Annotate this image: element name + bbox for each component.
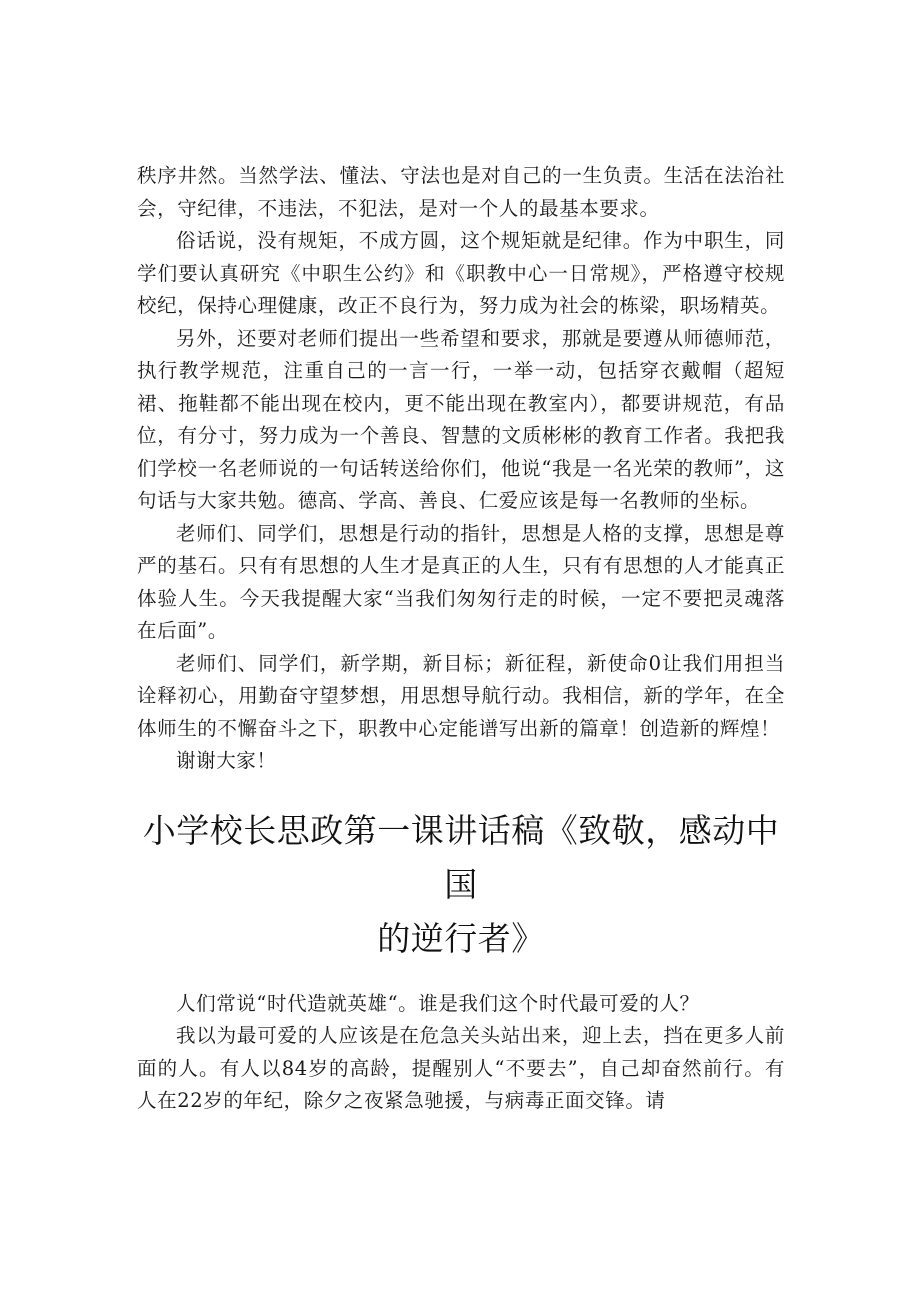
paragraph-heroes-question: 人们常说“时代造就英雄“。谁是我们这个时代最可爱的人？ xyxy=(176,991,700,1015)
paragraph-thought: 老师们、同学们，思想是行动的指针，思想是人格的支撑，思想是尊严的基石。只有有思想的人生才是真正的人生，只有有思想的人才能真正体验人生。今天我提醒大家“当我们匆匆行走的时候，一定不要把灵魂落在后面”。 xyxy=(137,521,785,642)
paragraph-teachers-requirements: 另外，还要对老师们提出一些希望和要求，那就是要遵从师德师范，执行教学规范，注重自己的一言一行，一举一动，包括穿衣戴帽（超短裙、拖鞋都不能出现在校内，更不能出现在教室内），都要讲规范，有品位，有分寸，努力成为一个善良、智慧的文质彬彬的教育工作者。我把我们学校一名老师说的一句话转送给你们，他说“我是一名光荣的教师”，这句话与大家共勉。德高、学高、善良、仁爱应该是每一名教师的坐标。 xyxy=(137,326,785,512)
paragraph-heroes-answer: 我以为最可爱的人应该是在危急关头站出来，迎上去，挡在更多人前面的人。有人以84岁的高龄，提醒别人“不要去”，自己却奋然前行。有人在22岁的年纪，除夕之夜紧急驰援，与病毒正面交锋。请 xyxy=(137,1024,785,1112)
section-heading xyxy=(137,804,785,966)
section-heading-line-1: 小学校长思政第一课讲话稿《致敬，感动中国 xyxy=(142,810,780,904)
section-heading-line-2: 的逆行者》 xyxy=(377,918,545,958)
paragraph-continuation: 秩序井然。当然学法、懂法、守法也是对自己的一生负责。生活在法治社会，守纪律，不违法，不犯法，是对一个人的最基本要求。 xyxy=(137,164,785,220)
paragraph-thanks: 谢谢大家！ xyxy=(176,749,277,772)
paragraph-new-semester: 老师们、同学们，新学期，新目标；新征程，新使命0让我们用担当诠释初心，用勤奋守望梦想，用思想导航行动。我相信，新的学年，在全体师生的不懈奋斗之下，职教中心定能谱写出新的篇章！创造新的辉煌！ xyxy=(137,651,785,740)
document-body xyxy=(137,160,785,1118)
paragraph-discipline: 俗话说，没有规矩，不成方圆，这个规矩就是纪律。作为中职生，同学们要认真研究《中职生公约》和《职教中心一日常规》，严格遵守校规校纪，保持心理健康，改正不良行为，努力成为社会的栋梁，职场精英。 xyxy=(137,229,785,317)
